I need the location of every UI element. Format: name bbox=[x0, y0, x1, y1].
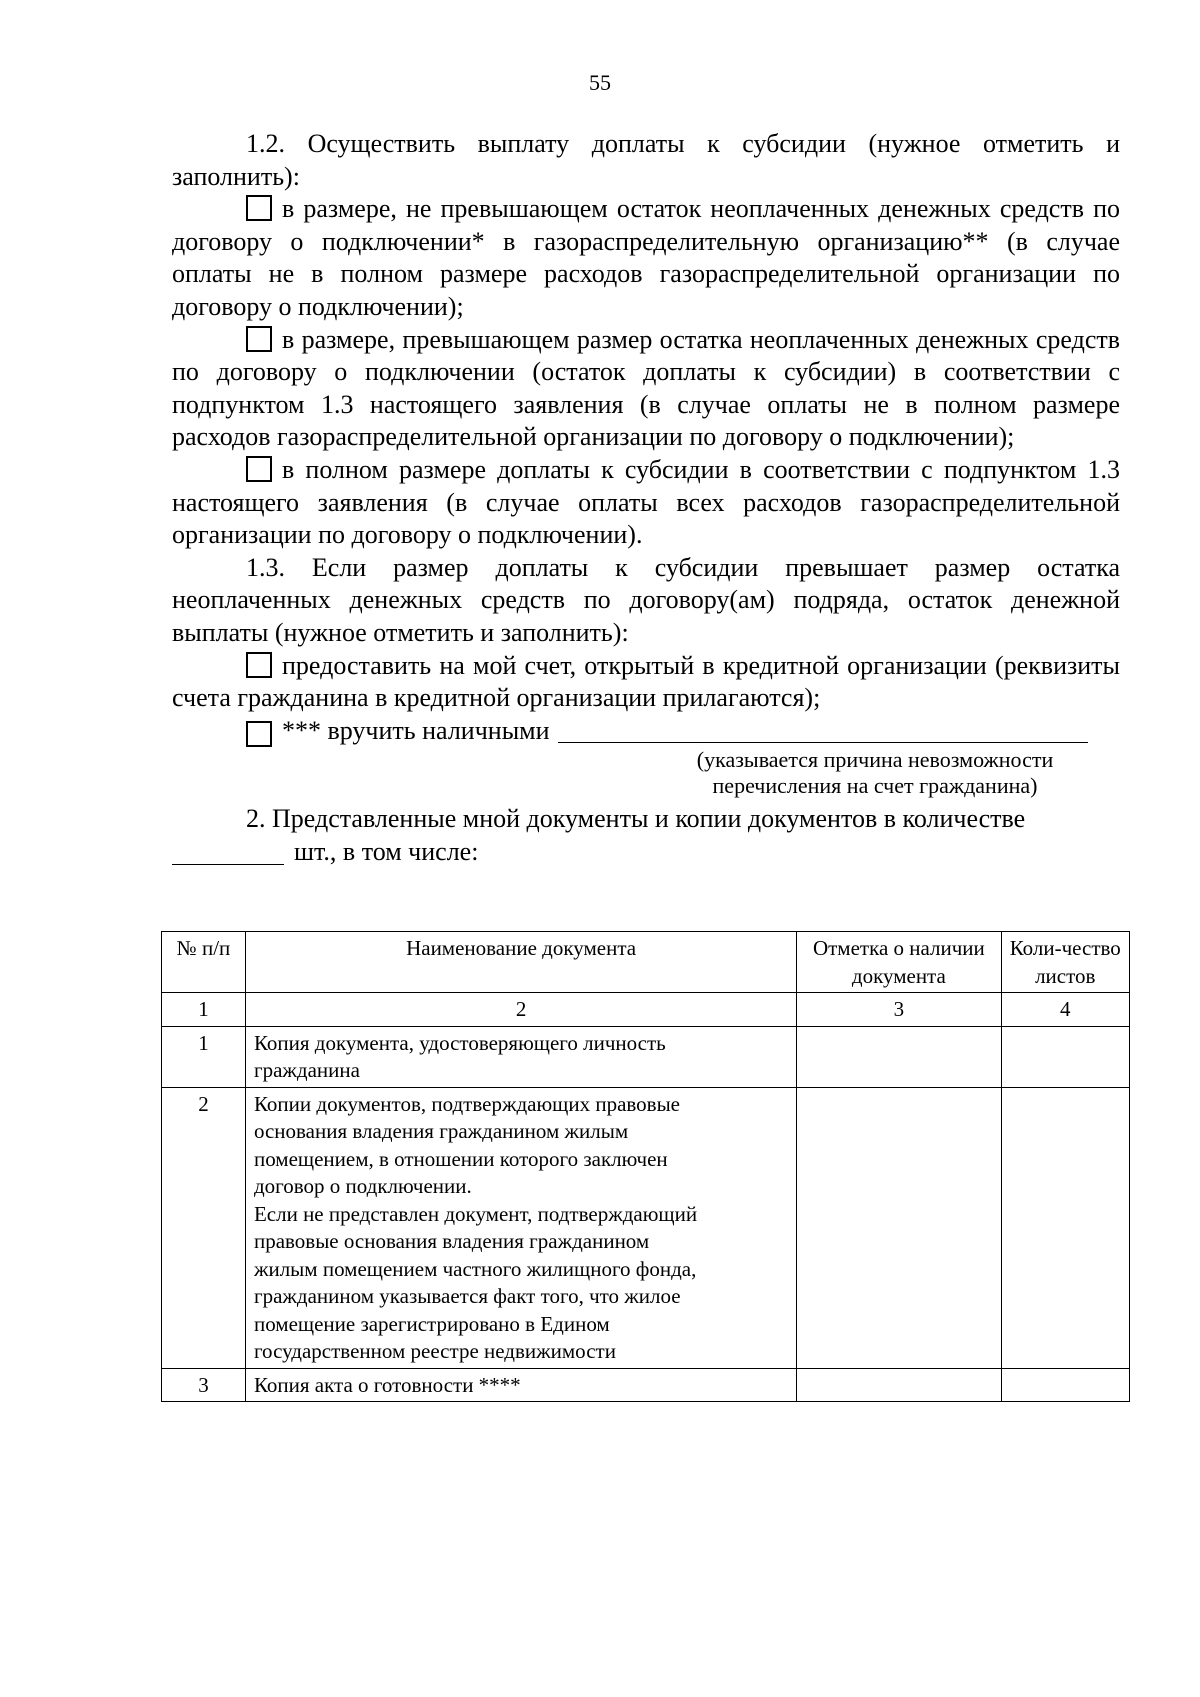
row-name-line: Копии документов, подтверждающих правовые bbox=[253, 1091, 681, 1116]
row-sheets-cell[interactable] bbox=[1001, 1026, 1129, 1087]
option-exceeding-text: в размере, превышающем размер остатка неоплаченных денежных средств по договору о подключении (остаток доплаты к субсидии) в соответствии с подпунктом 1.3 настоящего заявления (в случае оплаты не в полном размере расходов газораспределительной организации по договору о подключении); bbox=[172, 324, 1120, 452]
option-exceeding-payment bbox=[172, 324, 1120, 454]
row-name-line: основания владения гражданином жилым bbox=[253, 1119, 629, 1143]
checkbox-cash[interactable] bbox=[246, 721, 272, 747]
form-body bbox=[172, 128, 1120, 868]
row-name-line: договор о подключении. bbox=[253, 1174, 472, 1198]
row-name-line: Копия документа, удостоверяющего личность bbox=[253, 1030, 666, 1055]
row-name bbox=[245, 1368, 796, 1402]
checkbox-account[interactable] bbox=[246, 652, 272, 678]
caption-line-1: (указывается причина невозможности bbox=[696, 747, 1054, 773]
documents-table bbox=[161, 931, 1130, 1402]
option-full-payment bbox=[172, 454, 1120, 552]
row-mark-cell[interactable] bbox=[797, 1026, 1001, 1087]
row-num: 3 bbox=[162, 1368, 246, 1402]
checkbox-full[interactable] bbox=[246, 456, 272, 482]
row-name bbox=[245, 1026, 796, 1087]
row-name-line: помещение зарегистрировано в Едином bbox=[253, 1311, 610, 1336]
header-num: № п/п bbox=[162, 932, 246, 993]
option-account-text: предоставить на мой счет, открытый в кредитной организации (реквизиты счета гражданина в кредитной организации прилагаются); bbox=[172, 650, 1120, 713]
row-name-line: правовые основания владения гражданином bbox=[253, 1229, 650, 1253]
option-cash bbox=[172, 715, 1120, 748]
option-full-text: в полном размере доплаты к субсидии в соответствии с подпунктом 1.3 настоящего заявления (в случае оплаты всех расходов газораспределительной организации по договору о подключении). bbox=[172, 454, 1120, 550]
column-number: 3 bbox=[797, 993, 1001, 1027]
section-2-heading: 2. Представленные мной документы и копии документов в количестве bbox=[246, 804, 1026, 834]
option-bank-account bbox=[172, 650, 1120, 715]
row-sheets-cell[interactable] bbox=[1001, 1368, 1129, 1402]
page-number: 55 bbox=[589, 70, 611, 95]
column-number: 1 bbox=[162, 993, 246, 1027]
checkbox-partial[interactable] bbox=[246, 195, 272, 221]
table-row bbox=[162, 1026, 1130, 1087]
row-name-line: гражданина bbox=[253, 1058, 360, 1082]
table-column-numbers-row bbox=[162, 993, 1130, 1027]
row-name-line: государственном реестре недвижимости bbox=[253, 1339, 616, 1363]
row-mark-cell[interactable] bbox=[797, 1087, 1001, 1368]
row-num: 1 bbox=[162, 1026, 246, 1087]
row-name-line: помещением, в отношении которого заключен bbox=[253, 1146, 668, 1171]
header-name: Наименование документа bbox=[245, 932, 796, 993]
table-row bbox=[162, 1087, 1130, 1368]
option-partial-payment bbox=[172, 193, 1120, 323]
section-1-2-heading: 1.2. Осуществить выплату доплаты к субсидии (нужное отметить и заполнить): bbox=[172, 129, 1120, 191]
documents-count-field[interactable] bbox=[172, 838, 284, 865]
documents-count-line bbox=[172, 836, 1120, 869]
row-mark-cell[interactable] bbox=[797, 1368, 1001, 1402]
cash-reason-field[interactable] bbox=[558, 718, 1088, 743]
caption-line-2: перечисления на счет гражданина) bbox=[712, 773, 1038, 799]
table-header-row bbox=[162, 932, 1130, 993]
column-number: 2 bbox=[245, 993, 796, 1027]
section-1-3-heading: 1.3. Если размер доплаты к субсидии превышает размер остатка неоплаченных денежных средств по договору(ам) подряда, остаток денежной выплаты (нужное отметить и заполнить): bbox=[172, 552, 1120, 647]
option-partial-text: в размере, не превышающем остаток неоплаченных денежных средств по договору о подключении* в газораспределительную организацию** (в случае оплаты не в полном размере расходов газораспределительной организации по договору о подключении); bbox=[172, 194, 1120, 321]
checkbox-exceeding[interactable] bbox=[246, 326, 272, 352]
row-sheets-cell[interactable] bbox=[1001, 1087, 1129, 1368]
row-num: 2 bbox=[162, 1087, 246, 1368]
row-name-line: Если не представлен документ, подтверждающий bbox=[253, 1201, 698, 1226]
option-cash-text: *** вручить наличными bbox=[282, 715, 550, 745]
row-name-line: гражданином указывается факт того, что жилое bbox=[253, 1284, 681, 1308]
header-mark: Отметка о наличии документа bbox=[797, 932, 1001, 993]
row-name-line: жилым помещением частного жилищного фонда, bbox=[253, 1256, 697, 1281]
row-name-line: Копия акта о готовности **** bbox=[253, 1372, 521, 1397]
row-name bbox=[245, 1087, 796, 1368]
count-suffix: шт., в том числе: bbox=[294, 836, 479, 866]
table-row bbox=[162, 1368, 1130, 1402]
cash-reason-caption bbox=[660, 747, 1090, 799]
header-sheets: Коли-чество листов bbox=[1001, 932, 1129, 993]
column-number: 4 bbox=[1001, 993, 1129, 1027]
